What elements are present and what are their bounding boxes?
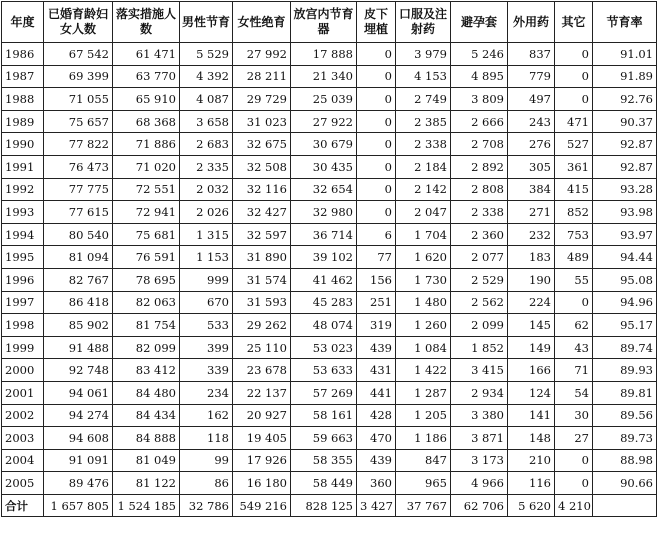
cell-oral-injection: 965 [396, 472, 451, 495]
cell-contraception-rate: 93.28 [593, 178, 657, 201]
table-row [2, 291, 657, 314]
cell-male-sterilization: 118 [180, 427, 233, 450]
table-row [2, 155, 657, 178]
cell-implant: 3 427 [357, 494, 396, 517]
cell-topical: 145 [508, 314, 555, 337]
cell-iud: 828 125 [291, 494, 357, 517]
cell-year: 1990 [2, 133, 44, 156]
cell-contraception-rate: 92.87 [593, 155, 657, 178]
cell-iud: 32 654 [291, 178, 357, 201]
cell-iud: 58 449 [291, 472, 357, 495]
cell-oral-injection: 1 704 [396, 223, 451, 246]
cell-topical: 149 [508, 336, 555, 359]
cell-topical: 124 [508, 381, 555, 404]
cell-year: 1989 [2, 110, 44, 133]
cell-topical: 779 [508, 65, 555, 88]
cell-topical: 183 [508, 246, 555, 269]
cell-condom: 2 666 [451, 110, 508, 133]
cell-other: 0 [555, 291, 593, 314]
cell-male-sterilization: 86 [180, 472, 233, 495]
cell-topical: 148 [508, 427, 555, 450]
cell-married-women: 67 542 [44, 43, 113, 66]
cell-contraception-users: 81 122 [113, 472, 180, 495]
cell-condom: 62 706 [451, 494, 508, 517]
cell-contraception-users: 81 049 [113, 449, 180, 472]
cell-condom: 1 852 [451, 336, 508, 359]
cell-year: 2005 [2, 472, 44, 495]
cell-female-sterilization: 32 116 [233, 178, 291, 201]
cell-oral-injection: 1 480 [396, 291, 451, 314]
cell-year: 1994 [2, 223, 44, 246]
cell-topical: 116 [508, 472, 555, 495]
cell-contraception-rate: 91.01 [593, 43, 657, 66]
cell-iud: 59 663 [291, 427, 357, 450]
table-row [2, 336, 657, 359]
cell-male-sterilization: 3 658 [180, 110, 233, 133]
cell-other: 361 [555, 155, 593, 178]
cell-male-sterilization: 5 529 [180, 43, 233, 66]
cell-oral-injection: 847 [396, 449, 451, 472]
cell-male-sterilization: 670 [180, 291, 233, 314]
cell-iud: 53 023 [291, 336, 357, 359]
cell-condom: 2 338 [451, 201, 508, 224]
cell-other: 415 [555, 178, 593, 201]
cell-female-sterilization: 31 574 [233, 268, 291, 291]
cell-iud: 30 679 [291, 133, 357, 156]
table-row [2, 246, 657, 269]
cell-contraception-rate: 94.96 [593, 291, 657, 314]
cell-iud: 25 039 [291, 88, 357, 111]
column-header-condom: 避孕套 [451, 2, 508, 43]
cell-implant: 360 [357, 472, 396, 495]
cell-contraception-users: 82 099 [113, 336, 180, 359]
cell-contraception-rate: 92.76 [593, 88, 657, 111]
cell-year: 1987 [2, 65, 44, 88]
cell-oral-injection: 2 385 [396, 110, 451, 133]
cell-other: 0 [555, 65, 593, 88]
cell-married-women: 1 657 805 [44, 494, 113, 517]
cell-other: 55 [555, 268, 593, 291]
header-row [2, 2, 657, 43]
cell-female-sterilization: 28 211 [233, 65, 291, 88]
cell-implant: 319 [357, 314, 396, 337]
cell-year: 合计 [2, 494, 44, 517]
table-header [2, 2, 657, 43]
cell-female-sterilization: 25 110 [233, 336, 291, 359]
cell-other: 0 [555, 449, 593, 472]
cell-condom: 2 808 [451, 178, 508, 201]
cell-married-women: 71 055 [44, 88, 113, 111]
cell-condom: 3 809 [451, 88, 508, 111]
cell-implant: 0 [357, 133, 396, 156]
cell-female-sterilization: 19 405 [233, 427, 291, 450]
cell-oral-injection: 1 287 [396, 381, 451, 404]
cell-other: 471 [555, 110, 593, 133]
cell-implant: 441 [357, 381, 396, 404]
cell-iud: 57 269 [291, 381, 357, 404]
cell-married-women: 76 473 [44, 155, 113, 178]
cell-contraception-rate: 89.81 [593, 381, 657, 404]
cell-implant: 428 [357, 404, 396, 427]
cell-other: 62 [555, 314, 593, 337]
cell-other: 0 [555, 43, 593, 66]
cell-married-women: 77 775 [44, 178, 113, 201]
cell-female-sterilization: 31 023 [233, 110, 291, 133]
cell-year: 1995 [2, 246, 44, 269]
cell-contraception-users: 78 695 [113, 268, 180, 291]
cell-male-sterilization: 99 [180, 449, 233, 472]
cell-condom: 2 529 [451, 268, 508, 291]
cell-iud: 48 074 [291, 314, 357, 337]
cell-contraception-users: 75 681 [113, 223, 180, 246]
cell-year: 2000 [2, 359, 44, 382]
cell-married-women: 69 399 [44, 65, 113, 88]
cell-other: 753 [555, 223, 593, 246]
cell-oral-injection: 1 422 [396, 359, 451, 382]
cell-topical: 166 [508, 359, 555, 382]
cell-condom: 2 077 [451, 246, 508, 269]
cell-contraception-rate: 90.66 [593, 472, 657, 495]
cell-male-sterilization: 2 683 [180, 133, 233, 156]
cell-contraception-rate: 93.97 [593, 223, 657, 246]
cell-married-women: 77 822 [44, 133, 113, 156]
cell-female-sterilization: 32 427 [233, 201, 291, 224]
cell-female-sterilization: 16 180 [233, 472, 291, 495]
column-header-year: 年度 [2, 2, 44, 43]
cell-topical: 190 [508, 268, 555, 291]
cell-oral-injection: 2 749 [396, 88, 451, 111]
cell-condom: 2 562 [451, 291, 508, 314]
table-row [2, 314, 657, 337]
cell-year: 1991 [2, 155, 44, 178]
cell-iud: 17 888 [291, 43, 357, 66]
cell-male-sterilization: 1 153 [180, 246, 233, 269]
cell-contraception-rate: 94.44 [593, 246, 657, 269]
cell-iud: 58 161 [291, 404, 357, 427]
column-header-contraception-rate: 节育率 [593, 2, 657, 43]
cell-condom: 4 895 [451, 65, 508, 88]
table-row [2, 43, 657, 66]
column-header-married-women: 已婚育龄妇女人数 [44, 2, 113, 43]
cell-topical: 305 [508, 155, 555, 178]
cell-contraception-users: 1 524 185 [113, 494, 180, 517]
cell-implant: 0 [357, 88, 396, 111]
cell-implant: 431 [357, 359, 396, 382]
cell-implant: 439 [357, 336, 396, 359]
cell-oral-injection: 1 620 [396, 246, 451, 269]
cell-married-women: 89 476 [44, 472, 113, 495]
cell-topical: 243 [508, 110, 555, 133]
cell-other: 43 [555, 336, 593, 359]
cell-other: 0 [555, 472, 593, 495]
cell-iud: 32 980 [291, 201, 357, 224]
cell-contraception-rate: 89.93 [593, 359, 657, 382]
cell-iud: 41 462 [291, 268, 357, 291]
cell-male-sterilization: 533 [180, 314, 233, 337]
cell-contraception-rate: 93.98 [593, 201, 657, 224]
cell-married-women: 75 657 [44, 110, 113, 133]
table-row [2, 449, 657, 472]
cell-implant: 0 [357, 110, 396, 133]
cell-condom: 3 173 [451, 449, 508, 472]
fertility-statistics-table [1, 1, 657, 517]
cell-contraception-rate: 89.74 [593, 336, 657, 359]
cell-contraception-users: 63 770 [113, 65, 180, 88]
cell-oral-injection: 1 730 [396, 268, 451, 291]
cell-female-sterilization: 31 890 [233, 246, 291, 269]
cell-implant: 0 [357, 155, 396, 178]
table-row [2, 178, 657, 201]
cell-topical: 384 [508, 178, 555, 201]
cell-implant: 470 [357, 427, 396, 450]
cell-condom: 5 246 [451, 43, 508, 66]
cell-iud: 21 340 [291, 65, 357, 88]
cell-male-sterilization: 4 392 [180, 65, 233, 88]
cell-topical: 224 [508, 291, 555, 314]
column-header-iud: 放宫内节育器 [291, 2, 357, 43]
cell-contraception-users: 76 591 [113, 246, 180, 269]
table-row [2, 201, 657, 224]
cell-married-women: 81 094 [44, 246, 113, 269]
cell-oral-injection: 4 153 [396, 65, 451, 88]
cell-other: 852 [555, 201, 593, 224]
cell-contraception-users: 82 063 [113, 291, 180, 314]
cell-married-women: 94 274 [44, 404, 113, 427]
cell-contraception-users: 61 471 [113, 43, 180, 66]
table-row [2, 65, 657, 88]
cell-contraception-rate: 89.56 [593, 404, 657, 427]
cell-condom: 2 708 [451, 133, 508, 156]
cell-oral-injection: 2 047 [396, 201, 451, 224]
cell-oral-injection: 1 205 [396, 404, 451, 427]
cell-contraception-users: 84 480 [113, 381, 180, 404]
cell-other: 4 210 [555, 494, 593, 517]
total-row [2, 494, 657, 517]
cell-iud: 27 922 [291, 110, 357, 133]
cell-married-women: 80 540 [44, 223, 113, 246]
cell-oral-injection: 1 260 [396, 314, 451, 337]
table-row [2, 133, 657, 156]
cell-iud: 39 102 [291, 246, 357, 269]
column-header-implant: 皮下埋植 [357, 2, 396, 43]
cell-condom: 2 360 [451, 223, 508, 246]
cell-implant: 0 [357, 201, 396, 224]
cell-contraception-rate: 95.17 [593, 314, 657, 337]
cell-contraception-rate [593, 494, 657, 517]
cell-condom: 2 099 [451, 314, 508, 337]
cell-contraception-rate: 88.98 [593, 449, 657, 472]
cell-contraception-users: 68 368 [113, 110, 180, 133]
cell-married-women: 91 488 [44, 336, 113, 359]
cell-male-sterilization: 2 335 [180, 155, 233, 178]
cell-implant: 6 [357, 223, 396, 246]
cell-other: 71 [555, 359, 593, 382]
cell-condom: 3 871 [451, 427, 508, 450]
cell-year: 1997 [2, 291, 44, 314]
table-row [2, 472, 657, 495]
cell-contraception-users: 65 910 [113, 88, 180, 111]
cell-contraception-users: 71 886 [113, 133, 180, 156]
cell-male-sterilization: 999 [180, 268, 233, 291]
fertility-statistics-table-container [1, 1, 656, 517]
cell-condom: 4 966 [451, 472, 508, 495]
cell-oral-injection: 1 186 [396, 427, 451, 450]
cell-female-sterilization: 29 262 [233, 314, 291, 337]
cell-condom: 3 380 [451, 404, 508, 427]
cell-female-sterilization: 31 593 [233, 291, 291, 314]
cell-female-sterilization: 27 992 [233, 43, 291, 66]
cell-topical: 276 [508, 133, 555, 156]
cell-male-sterilization: 339 [180, 359, 233, 382]
table-row [2, 88, 657, 111]
cell-oral-injection: 37 767 [396, 494, 451, 517]
table-row [2, 359, 657, 382]
cell-year: 2003 [2, 427, 44, 450]
cell-oral-injection: 1 084 [396, 336, 451, 359]
table-row [2, 223, 657, 246]
cell-oral-injection: 2 142 [396, 178, 451, 201]
cell-condom: 2 892 [451, 155, 508, 178]
cell-other: 54 [555, 381, 593, 404]
cell-married-women: 94 608 [44, 427, 113, 450]
cell-topical: 141 [508, 404, 555, 427]
cell-married-women: 94 061 [44, 381, 113, 404]
cell-topical: 5 620 [508, 494, 555, 517]
cell-married-women: 77 615 [44, 201, 113, 224]
cell-implant: 0 [357, 65, 396, 88]
cell-male-sterilization: 32 786 [180, 494, 233, 517]
cell-year: 1999 [2, 336, 44, 359]
table-row [2, 404, 657, 427]
cell-married-women: 92 748 [44, 359, 113, 382]
cell-iud: 53 633 [291, 359, 357, 382]
cell-topical: 837 [508, 43, 555, 66]
table-row [2, 381, 657, 404]
cell-year: 1998 [2, 314, 44, 337]
cell-female-sterilization: 549 216 [233, 494, 291, 517]
cell-female-sterilization: 20 927 [233, 404, 291, 427]
cell-oral-injection: 2 338 [396, 133, 451, 156]
cell-contraception-rate: 89.73 [593, 427, 657, 450]
cell-contraception-rate: 95.08 [593, 268, 657, 291]
cell-other: 527 [555, 133, 593, 156]
cell-other: 489 [555, 246, 593, 269]
column-header-male-sterilization: 男性节育 [180, 2, 233, 43]
cell-year: 1996 [2, 268, 44, 291]
cell-implant: 156 [357, 268, 396, 291]
column-header-contraception-users: 落实措施人数 [113, 2, 180, 43]
cell-contraception-rate: 92.87 [593, 133, 657, 156]
cell-male-sterilization: 1 315 [180, 223, 233, 246]
cell-contraception-users: 84 888 [113, 427, 180, 450]
table-row [2, 268, 657, 291]
cell-married-women: 82 767 [44, 268, 113, 291]
cell-year: 2002 [2, 404, 44, 427]
cell-contraception-users: 84 434 [113, 404, 180, 427]
cell-married-women: 86 418 [44, 291, 113, 314]
cell-other: 27 [555, 427, 593, 450]
cell-year: 1992 [2, 178, 44, 201]
cell-male-sterilization: 234 [180, 381, 233, 404]
cell-contraception-rate: 90.37 [593, 110, 657, 133]
cell-year: 1993 [2, 201, 44, 224]
cell-male-sterilization: 4 087 [180, 88, 233, 111]
column-header-oral-injection: 口服及注射药 [396, 2, 451, 43]
cell-female-sterilization: 17 926 [233, 449, 291, 472]
cell-oral-injection: 3 979 [396, 43, 451, 66]
cell-implant: 77 [357, 246, 396, 269]
cell-married-women: 91 091 [44, 449, 113, 472]
cell-iud: 30 435 [291, 155, 357, 178]
cell-other: 0 [555, 88, 593, 111]
cell-implant: 251 [357, 291, 396, 314]
cell-male-sterilization: 2 032 [180, 178, 233, 201]
cell-female-sterilization: 32 675 [233, 133, 291, 156]
cell-female-sterilization: 32 597 [233, 223, 291, 246]
cell-female-sterilization: 32 508 [233, 155, 291, 178]
cell-topical: 210 [508, 449, 555, 472]
cell-contraception-users: 72 551 [113, 178, 180, 201]
cell-year: 2004 [2, 449, 44, 472]
cell-iud: 45 283 [291, 291, 357, 314]
cell-married-women: 85 902 [44, 314, 113, 337]
table-row [2, 427, 657, 450]
cell-implant: 0 [357, 43, 396, 66]
cell-contraception-users: 81 754 [113, 314, 180, 337]
cell-other: 30 [555, 404, 593, 427]
cell-condom: 3 415 [451, 359, 508, 382]
cell-female-sterilization: 22 137 [233, 381, 291, 404]
table-body [2, 43, 657, 517]
cell-contraception-users: 72 941 [113, 201, 180, 224]
cell-implant: 0 [357, 178, 396, 201]
cell-contraception-rate: 91.89 [593, 65, 657, 88]
table-row [2, 110, 657, 133]
cell-topical: 497 [508, 88, 555, 111]
cell-female-sterilization: 23 678 [233, 359, 291, 382]
cell-year: 1986 [2, 43, 44, 66]
cell-iud: 36 714 [291, 223, 357, 246]
cell-condom: 2 934 [451, 381, 508, 404]
cell-iud: 58 355 [291, 449, 357, 472]
column-header-other: 其它 [555, 2, 593, 43]
cell-topical: 232 [508, 223, 555, 246]
cell-year: 1988 [2, 88, 44, 111]
cell-contraception-users: 71 020 [113, 155, 180, 178]
cell-male-sterilization: 399 [180, 336, 233, 359]
column-header-topical: 外用药 [508, 2, 555, 43]
cell-year: 2001 [2, 381, 44, 404]
cell-female-sterilization: 29 729 [233, 88, 291, 111]
column-header-female-sterilization: 女性绝育 [233, 2, 291, 43]
cell-topical: 271 [508, 201, 555, 224]
cell-contraception-users: 83 412 [113, 359, 180, 382]
cell-implant: 439 [357, 449, 396, 472]
cell-oral-injection: 2 184 [396, 155, 451, 178]
cell-male-sterilization: 162 [180, 404, 233, 427]
cell-male-sterilization: 2 026 [180, 201, 233, 224]
